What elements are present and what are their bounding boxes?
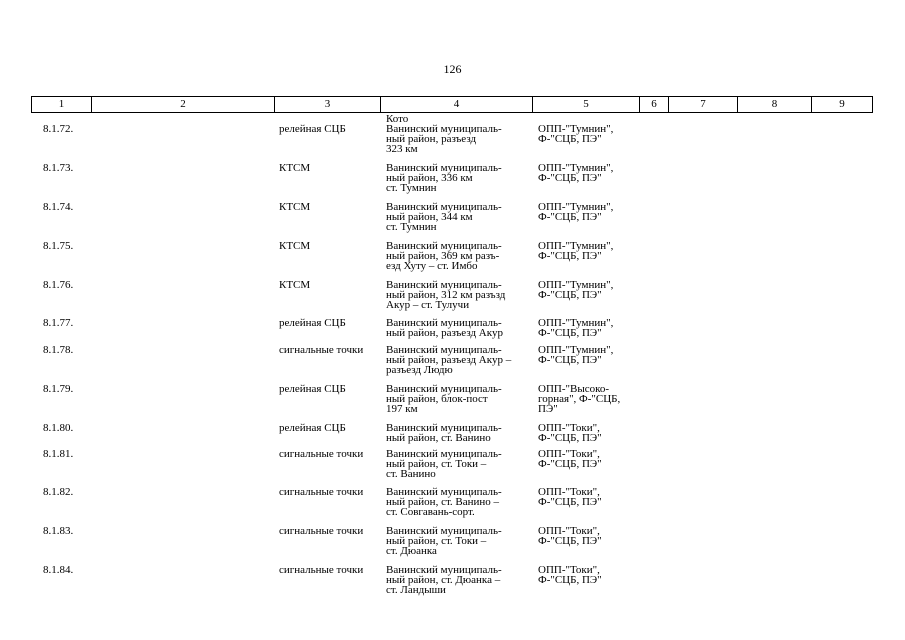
object-location: Ванинский муниципаль- ный район, разъезд Акур – разъезд Людю [386, 344, 512, 376]
object-location: Ванинский муниципаль- ный район, разъезд Акур [386, 317, 503, 339]
column-header-7: 7 [669, 97, 738, 113]
object-type: сигнальные точки [279, 525, 364, 537]
row-number: 8.1.77. [43, 317, 74, 329]
table-row [31, 384, 876, 423]
object-type: КТСМ [279, 201, 311, 213]
table-row [31, 487, 876, 526]
object-type: КТСМ [279, 279, 311, 291]
object-type: КТСМ [279, 162, 311, 174]
object-owner: ОПП-"Тумнин", Ф-"СЦБ, ПЭ" [538, 240, 614, 262]
table-row [31, 163, 876, 202]
object-owner: ОПП-"Тумнин", Ф-"СЦБ, ПЭ" [538, 201, 614, 223]
object-location: Ванинский муниципаль- ный район, ст. Дюанка – ст. Ландыши [386, 564, 502, 596]
object-type: сигнальные точки [279, 486, 364, 498]
object-type: релейная СЦБ [279, 383, 346, 395]
column-header-2: 2 [92, 97, 275, 113]
row-number: 8.1.80. [43, 422, 74, 434]
table-row [31, 345, 876, 384]
object-location: Ванинский муниципаль- ный район, 336 км ст. Тумнин [386, 162, 502, 194]
table-row [31, 526, 876, 565]
object-location: Ванинский муниципаль- ный район, ст. Токи – ст. Дюанка [386, 525, 502, 557]
row-number: 8.1.83. [43, 525, 74, 537]
continuation-text: Кото [386, 113, 409, 125]
column-header-9: 9 [812, 97, 873, 113]
table-row [31, 565, 876, 604]
table-row [31, 318, 876, 345]
object-type: сигнальные точки [279, 448, 364, 460]
object-owner: ОПП-"Токи", Ф-"СЦБ, ПЭ" [538, 525, 602, 547]
column-header-5: 5 [533, 97, 640, 113]
table-row [31, 202, 876, 241]
table-row [31, 280, 876, 318]
object-location: Ванинский муниципаль- ный район, 312 км разъзд Акур – ст. Тулучи [386, 279, 506, 311]
object-type: релейная СЦБ [279, 422, 346, 434]
object-type: сигнальные точки [279, 564, 364, 576]
object-owner: ОПП-"Тумнин", Ф-"СЦБ, ПЭ" [538, 317, 614, 339]
column-header-1: 1 [32, 97, 92, 113]
object-owner: ОПП-"Токи", Ф-"СЦБ, ПЭ" [538, 422, 602, 444]
object-owner: ОПП-"Тумнин", Ф-"СЦБ, ПЭ" [538, 162, 614, 184]
object-location: Ванинский муниципаль- ный район, блок-пост 197 км [386, 383, 502, 415]
object-location: Ванинский муниципаль- ный район, ст. Токи – ст. Ванино [386, 448, 502, 480]
row-number: 8.1.78. [43, 344, 74, 356]
object-owner: ОПП-"Токи", Ф-"СЦБ, ПЭ" [538, 564, 602, 586]
column-header-4: 4 [381, 97, 533, 113]
object-owner: ОПП-"Токи", Ф-"СЦБ, ПЭ" [538, 448, 602, 470]
column-number-header [31, 96, 873, 113]
object-owner: ОПП-"Токи", Ф-"СЦБ, ПЭ" [538, 486, 602, 508]
object-type: релейная СЦБ [279, 123, 346, 135]
object-location: Ванинский муниципаль- ный район, 344 км ст. Тумнин [386, 201, 502, 233]
page-number: 126 [443, 62, 462, 76]
column-header-3: 3 [275, 97, 381, 113]
row-number: 8.1.74. [43, 201, 74, 213]
object-type: сигнальные точки [279, 344, 364, 356]
object-type: релейная СЦБ [279, 317, 346, 329]
row-number: 8.1.81. [43, 448, 74, 460]
table-row [31, 124, 876, 163]
object-type: КТСМ [279, 240, 311, 252]
object-location: Ванинский муниципаль- ный район, ст. Ванино – ст. Совгавань-сорт. [386, 486, 502, 518]
object-location: Ванинский муниципаль- ный район, разъезд 323 км [386, 123, 502, 155]
column-header-6: 6 [640, 97, 669, 113]
table-row [31, 241, 876, 280]
object-owner: ОПП-"Тумнин", Ф-"СЦБ, ПЭ" [538, 344, 614, 366]
row-number: 8.1.79. [43, 383, 74, 395]
table-body [31, 114, 876, 604]
row-number: 8.1.75. [43, 240, 74, 252]
object-owner: ОПП-"Тумнин", Ф-"СЦБ, ПЭ" [538, 279, 614, 301]
row-number: 8.1.82. [43, 486, 74, 498]
object-location: Ванинский муниципаль- ный район, 369 км разъ- езд Хуту – ст. Имбо [386, 240, 502, 272]
row-number: 8.1.84. [43, 564, 74, 576]
row-number: 8.1.73. [43, 162, 74, 174]
object-location: Ванинский муниципаль- ный район, ст. Ванино [386, 422, 502, 444]
object-owner: ОПП-"Высоко- горная", Ф-"СЦБ, ПЭ" [538, 383, 621, 415]
row-number: 8.1.72. [43, 123, 74, 135]
row-number: 8.1.76. [43, 279, 74, 291]
column-header-8: 8 [738, 97, 812, 113]
object-owner: ОПП-"Тумнин", Ф-"СЦБ, ПЭ" [538, 123, 614, 145]
table-row [31, 423, 876, 449]
table-row [31, 449, 876, 487]
